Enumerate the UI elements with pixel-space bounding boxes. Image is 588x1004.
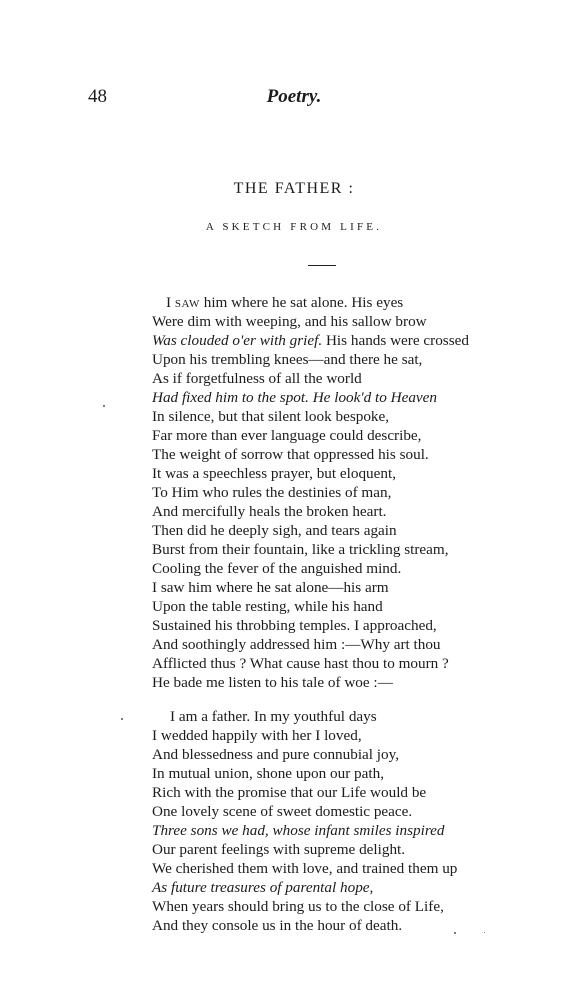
poem-line: And soothingly addressed him :—Why art thou: [152, 636, 441, 653]
poem-line: As if forgetfulness of all the world: [152, 370, 362, 387]
poem-line: I wedded happily with her I loved,: [152, 727, 362, 744]
stanza-1: [152, 293, 582, 692]
poem-line: He bade me listen to his tale of woe :—: [152, 674, 393, 691]
poem-line: I saw him where he sat alone—his arm: [152, 579, 389, 596]
poem-line: Sustained his throbbing temples. I approached,: [152, 617, 437, 634]
running-head: Poetry.: [266, 86, 322, 107]
poem-line: And blessedness and pure connubial joy,: [152, 746, 400, 763]
paper-speck: [484, 932, 485, 933]
poem-line: It was a speechless prayer, but eloquent,: [152, 465, 396, 482]
italic-phrase: Was clouded o'er with grief.: [152, 332, 323, 349]
paper-speck: [454, 932, 456, 934]
poem-line: Far more than ever language could describe,: [152, 427, 422, 444]
poem-line: Burst from their fountain, like a trickling stream,: [152, 541, 449, 558]
poem-line: When years should bring us to the close of Life,: [152, 898, 444, 915]
poem-line: In silence, but that silent look bespoke,: [152, 408, 390, 425]
poem-line: One lovely scene of sweet domestic peace.: [152, 803, 413, 820]
poem-line: We cherished them with love, and trained them up: [152, 860, 458, 877]
poem-line: [152, 331, 582, 350]
poem-subtitle: A SKETCH FROM LIFE.: [205, 221, 383, 233]
poem-line: Our parent feelings with supreme delight.: [152, 841, 406, 858]
poem-title: THE FATHER :: [233, 180, 355, 197]
poem-line: [152, 293, 582, 312]
poem-line: Had fixed him to the spot. He look'd to Heaven: [152, 389, 437, 406]
poem-line: And mercifully heals the broken heart.: [152, 503, 387, 520]
poem-line: Cooling the fever of the anguished mind.: [152, 560, 402, 577]
poem-line-text: him where he sat alone. His eyes: [199, 294, 404, 311]
poem-line: Were dim with weeping, and his sallow brow: [152, 313, 427, 330]
poem-line: And they console us in the hour of death.: [152, 917, 403, 934]
poem-line: In mutual union, shone upon our path,: [152, 765, 385, 782]
poem-line: Upon his trembling knees—and there he sat,: [152, 351, 423, 368]
stanza-2: [152, 707, 582, 935]
poem-line: As future treasures of parental hope,: [152, 879, 374, 896]
poem-line: To Him who rules the destinies of man,: [152, 484, 392, 501]
paper-speck: [103, 405, 105, 407]
poem-line: The weight of sorrow that oppressed his soul.: [152, 446, 429, 463]
poem-line: Upon the table resting, while his hand: [152, 598, 383, 615]
poem-line: I am a father. In my youthful days: [170, 708, 377, 725]
page-number: 48: [88, 86, 107, 107]
poem-line: Three sons we had, whose infant smiles inspired: [152, 822, 445, 839]
initial-word: I: [166, 294, 172, 311]
small-caps-word: SAW: [174, 298, 200, 310]
poem-line: Rich with the promise that our Life would be: [152, 784, 427, 801]
section-rule: [308, 265, 336, 266]
poem-line-text: His hands were crossed: [322, 332, 469, 349]
poem-line: Then did he deeply sigh, and tears again: [152, 522, 397, 539]
paper-speck: [121, 718, 123, 720]
poem-line: Afflicted thus ? What cause hast thou to mourn ?: [152, 655, 449, 672]
